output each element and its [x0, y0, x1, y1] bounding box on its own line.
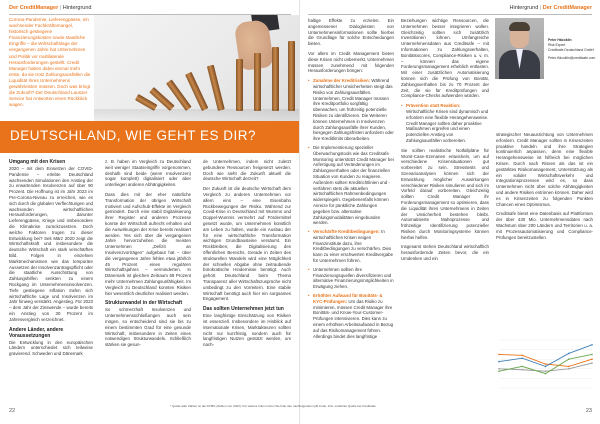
paragraph: So schmerzhaft Insolvenzen und Unternehmensschließungen auch sein mögen, so entscheidend sind sie bis zu einem bestimmten Grad für eine gesunde Wirtschaft, insbesondere in Zeiten eines notwendigen Strukturwandels. Schließlich stärken sie gesun-: [105, 307, 191, 348]
headline-banner: [0, 121, 300, 153]
chart-point: [568, 353, 570, 355]
paragraph: z. B. haben im Vergleich zu Deutschland weit weniger Staatseingriffe vorgenommen, deshalb sind beide (wenn Insolvenzen) sogar komplett) digitalisiert oder aber unterliegen anderen Abhängigkeiten.: [105, 159, 191, 188]
paragraph: Der Zukunft ist die deutsche Wirtschaft dem Vergleich zu anderen Unternehmen vor allem eins – eine Eisenbahn Rückbewegungen der Risiko. Während zur Covid-Krise in Deutschland mit Wumms und Doppel-Wumms vermehrt auf Fördermittel gesetzt wurde, um Unternehmen künstlich am Leben zu halten, wurde ein Ausbau der für eine wirtschaftliche Transformation wichtigen Grundbausteine versäumt. Ein Rückbleiben, die Digitalisierung des öffentlichen Bereichs. Gerade in Zeiten des strukturellen Wandels wird eine Möglichkeit der schnellen Abgabe ohne zeitraubende bürokratische Hindernisse benötigt. Auch gehört Deutschland beim Thema Transparenz aller Wirtschaftszusprüche nicht umbedingt zu den Vorreitern. Eine stabile Wirtschaft benötigt auch hier ein sorgsames Engagement.: [203, 186, 291, 302]
header-section: Hintergrund: [509, 5, 539, 11]
chart-point: [498, 368, 500, 370]
header-rule: [308, 14, 592, 15]
author-photo: [495, 18, 544, 79]
left-column-3: [203, 159, 291, 352]
paragraph: 2020 – mit dem Einsetzen der COVID-Pandemie – erlebte Deutschland wachsenden Simulationen den Anstieg der zu erwartenden Insolvenzen auf über 90 Prozent. Die Hoffnung ist im Jahr 2023 im Pre-Corona-Niveau zu erreichen, wie es sich durch die globalen Verflechtungen und wachsenden wirtschaftlichen Herausforderungen, darunter Lieferengpässe, Kriege und insbesondere die Klimakrise zurückzusetzen. Doch welche Faktoren trugen zu dieser Entwicklung bei? Seit März 2020 zeigt die Wirtschaftskraft und insbesondere die deutsche Wirtschaft ein stark verschärftes Bild. Folgen in einzelnen Marktmechanismen wie das temporäre Aussetzen der Insolvenzantragspflicht oder die staatliche Ausschüttung von Zahlungshilfen senkten zu einem Rückgang im Unternehmensinsolvenzen. Tiefe gestiegene Inflation trafen sich wirtschaftliche Lage und Insolvenzen im Jahr hinweg verstärkt. Angestieg. Für 2023 – dem Jahr der Zinswende – wurde bereits ein Anstieg von 30 Prozent im Jahresvergleich verzeichnet.: [9, 166, 93, 322]
bullet-title: Prävention statt Reaktion:: [406, 103, 461, 109]
header-right: [510, 5, 592, 11]
domino-tile: [288, 41, 295, 111]
header-separator: |: [59, 5, 62, 11]
chart-point: [498, 361, 500, 363]
chart-point: [568, 368, 570, 370]
line-chart: [495, 336, 595, 394]
bullet-item: [401, 103, 489, 144]
domino-tile: [254, 53, 261, 111]
chart-point: [521, 355, 523, 357]
bullet-text: Die Implementierung spezieller Überwachungstools wie das Creditsafe Monitoring unterstützt Credit Manager bei Anfertigung auf Veränderungen im Zahlungsverhalten oder der finanziellen Situation von Kunden zu reagieren. Außerdem sollten Kreditrichtlinien und -verfahren stets die aktuellen wirtschaftlichen Rahmenbedingungen widerspiegeln. Gegebenenfalls können Anreize für pünktliche Zahlungen gegeben bzw. alternative Zahlungsmodalitäten eingebunden werden.: [313, 144, 394, 226]
chart-point: [545, 366, 547, 368]
bullet-title: Erhöhter Aufwand für Bonitäts- & KYC-Prüfungen:: [313, 293, 383, 304]
author-photo-hair: [509, 22, 530, 31]
bullet-title: Verschärfte Kreditbedingungen:: [313, 229, 380, 235]
paragraph: Insgesamt stehen Deutschland wirtschaftlich herausfordernde Zeiten bevor, die ein Umdenken und ein: [401, 244, 489, 262]
chart-point: [545, 370, 547, 372]
chart-point: [498, 370, 500, 372]
chart-point: [545, 363, 547, 365]
bullet-item: [308, 78, 394, 142]
bullet-list: [401, 103, 489, 144]
header-brand: Der CreditManager: [9, 5, 59, 11]
chart-point: [591, 354, 593, 356]
page-number-right: 23: [585, 408, 592, 414]
paragraph: Beziehungen wichtige Ressourcen, die Unternehmen besser integrieren wollen. Gleichzeitig sollten sich zusätzlich Investitionen lohnen. Umfangreiche Unternehmensdaten aus Creditsafe – mit Informationen zu Zahlungsverhalten, Bonitätsscores, Compliance-Risiken u. v. m. – können das eigene Forderungsmanagement erheblich entlasten. Mit einer zusätzlichen Automatisierung können sich die Prüfung von Bonität, Zahlungsverhalten bis zu 70 Prozent der Zeit, die sie für Kreditprüfungen und Compliance-Checks aufwenden würden.: [401, 18, 489, 99]
hero-floor-shadow: [94, 109, 300, 121]
chart-point: [498, 354, 500, 356]
bullet-text: Unternehmen sollten ihre Finanzierungsquellen diversifizieren und alternative Finanzierungsmöglichkeiten in Erwägung ziehen.: [313, 266, 394, 290]
subheading: Strukturwandel in der Wirtschaft: [105, 300, 183, 307]
bullet-text: In wirtschaftlichen Krisen neigen Finanzinstitute dazu, ihre Kreditbedingungen zu verschärfen. Dies kann zu einer erschwerten Kreditvergabe für Unternehmen führen.: [313, 229, 394, 264]
paragraph: Creditsafe bietet eine Datenbasis auf Plattformen der über 430 Mio. Unternehmensdaten nach Wachstum über 200 Ländern und Territorien u. a. mit Prozessautomatisierung und Compliance-Prüfungen bereitzustellen.: [496, 211, 593, 240]
left-column-1: [9, 159, 93, 361]
right-column-2: [401, 18, 489, 266]
paragraph: Eine langfristige Einschätzung von Risiken ist essenziell. Insbesondere im Hinblick auf internationale Krisen, Marktakteuren sollten nicht nur kurzfristig, sondern auch für langfristigen Nutzen gestützt werden, um nach-: [203, 313, 291, 348]
paragraph: haltige Effekte zu erzielen. Ein angemessener Dialogleisten von Unternehmensinformationen sollte hierbei die Grundlage für solche Entscheidungen bieten.: [308, 18, 394, 47]
domino-tile: [207, 65, 225, 111]
right-column-3: [496, 132, 593, 244]
author-role: Risk Expert: [548, 43, 566, 47]
bullet-text: Wirtschaftliche Krisen sind dynamisch und erfordern eine flexible Herangehensweise. Credit Manager sollten daher proaktive Maßnahmen ergreifen und einen potenziellen Anstieg von Zahlungsausfällen vorbereiten.: [406, 108, 489, 143]
header-separator: |: [539, 5, 542, 11]
paragraph: Sie sollten realistische Notfallpläne für Worst-Case-Szenarien entwickeln, um auf verschiedene Krisensituationen gut vorbereitet zu sein. Stresstests und Szenarioanalysen können sich der Entwicklung möglicher Auswirkungen verschiedener Risiken simulieren und sich im Vorfeld darauf vorbereiten. Gleichzeitig sollten Credit Manager ihr Forderungsmanagement so optimieren, dass die Liquidität ihres Unternehmens in Zeiten der Unsicherheit bestehen bleibt. Automatisierte Mahnprozesse und frühzeitige Identifizierung potenzieller Risiken durch Monitoringsysteme können hierbei helfen.: [401, 147, 489, 240]
bullet-item: [308, 267, 394, 290]
bullet-text: Während wirtschaftlicher Unsicherheiten steigt das Risiko von Zahlungsausfällen. Unternehmen, Credit Manager müssen ihre Kreditportfolio sorgfältig überwachen, um frühzeitig potenzielle Risiken zu identifizieren. Die Weiteren können Unternehmen in Insolvenzen durch Zahlungsausfälle ihrer Kunden, hiergegen Zahlungsfristen anfordern oder ihre Kreditlimits überarbeiten.: [313, 78, 394, 142]
headline: DEUTSCHLAND, WIE GEHT ES DIR?: [10, 128, 257, 143]
chart-point: [591, 358, 593, 360]
bullet-text: Um das Risiko zu minimieren, müssen Credit Manager ihre Bonitäts- und Know-Your-Customer-Prüfungen intensivieren. Dies kann zu einem erhöhten Arbeitsaufwand in Bezug auf das Risikomanagement führen. Allerdings bindet dies langfristige: [313, 298, 394, 339]
left-column-2: [105, 159, 191, 352]
paragraph: Die Entwicklung in den europäischen Ländern unterschiedet sich teilweise gravierend. Schweden und Dänemark: [9, 339, 93, 357]
footnote: * Quelle aller Zahlen ist die KPMG (Zahlen von 2023). Für weitere Infos nutzen Sie bitte den nachfolgenden QR-Code, bzw. erwähnte Quelle bei Creditsafe.: [170, 404, 377, 408]
intro-text: Corona-Pandemie, Lieferengpässe, ein wachsender Fachkräftemangel, historisch gestiegene Finanzierungskosten sowie staatliche Eingriffe – die Wirtschaftslage der vergangenen Jahre hat Unternehmen und Politik vor multilaterale Herausforderungen gestellt. Credit Manager haben dabei einmal mehr erste, da sie trotz Zahlungsausfällen die Liquidität ihres Unternehmens gewährleisten müssen. Doch was bringt die Zukunft? Der Deutschland Lauszer Service hat Antworten einen Rückblick wagen.: [9, 17, 91, 108]
domino-tile: [236, 59, 243, 111]
paragraph: de Unternehmen, indem nicht zuletzt gebundene Ressourcen freigesetzt werden. Doch wie sieht die Zukunft aktuell die deutsche Wirtschaft derzeit?: [203, 159, 291, 182]
header-left: [9, 5, 91, 11]
paragraph: Dass dies mit der eher natürliche Transformation der übrigen Wirtschaft motiviert und Aufschub-Effekte im Vergleich gemindert. Durch eine stabil Digitalisierung ihrer Register und anderen Prozesse konnte der Wirtschaft aufrecht erhalten und die Auswirkungen der Krise bereits realisiert werden. Yes sich über die vergangenen Jahre hervorzuheben die meisten Unternehmen „Defizit an Insolvenzvorträgen“ aufgebaut hat – über die vergangenen Jahre fehlen etwa jährlich 45 Prozent eines regulären Wirtschaftsjahres – verminderten. In Dänemark ist gleichen Zeitraum 59 Prozent mehr Unternehmen Zahlungsunfähigkeit. Im Vergleich zu Deutschland konnten Risiken hier wesentlich deutlicher realisiert werden.: [105, 191, 191, 296]
domino-tile: [272, 47, 279, 111]
subheading: Das sollten Unternehmen jetzt tun: [203, 306, 284, 313]
bullet-list: [308, 78, 394, 339]
author-email: Peter.Häcoklin@creditsafe.com: [548, 56, 596, 60]
subheading: Umgang mit den Krisen: [9, 159, 66, 165]
chart-point: [591, 362, 593, 364]
author-company: Creditsafe Deutschland GmbH: [548, 48, 594, 52]
bullet-title: Zunahme der Kreditrisiken:: [313, 78, 371, 84]
header-brand: Der CreditManager: [542, 5, 592, 11]
header-section: Hintergrund: [62, 5, 92, 11]
chart-point: [545, 373, 547, 375]
chart-point: [568, 358, 570, 360]
bullet-item: [308, 229, 394, 264]
subheading: Andere Länder, andere Voraussetzungen: [9, 326, 64, 339]
right-column-1: [308, 18, 394, 343]
chart-point: [521, 369, 523, 371]
page-number-left: 22: [9, 408, 16, 414]
chart-point: [521, 357, 523, 359]
chart-point: [521, 366, 523, 368]
author-name: Peter Häcoklin: [548, 38, 572, 42]
chart-point: [568, 366, 570, 368]
paragraph: Vor allem im Credit Management bieten diese Krisen nicht unbemerkt. Unternehmen müssen zunehmend mit folgenden Herausforderungen bringen:: [308, 50, 394, 74]
hero-image-dominoes: [94, 15, 300, 121]
bullet-item: [308, 145, 394, 226]
bullet-item: [308, 293, 394, 339]
author-info: [548, 38, 598, 61]
chart-point: [591, 344, 593, 346]
paragraph: strategischer Neuausrichtung von Unternehmen erfordern. Credit Manager sollten in Krisenzeiten proaktive handeln und ihre Strategien kontinuierlich anpassen, denn eine flexible Herangehensweise ist hilfreich bei möglichen Krisen. Durch nach Rissen als das ist ein gestärktes Risikomanagement, Unterstützung als ein solider Wirtschaftsverkehr und Integrationsprozessen wird es, so dass Unternehmen nicht über solche Abhängigkeiten und andere Risiken entrinnen können. Daher wird es in Krisenzeiten zu folgenden Punkten Chancen eines Optimismus.: [496, 132, 593, 207]
